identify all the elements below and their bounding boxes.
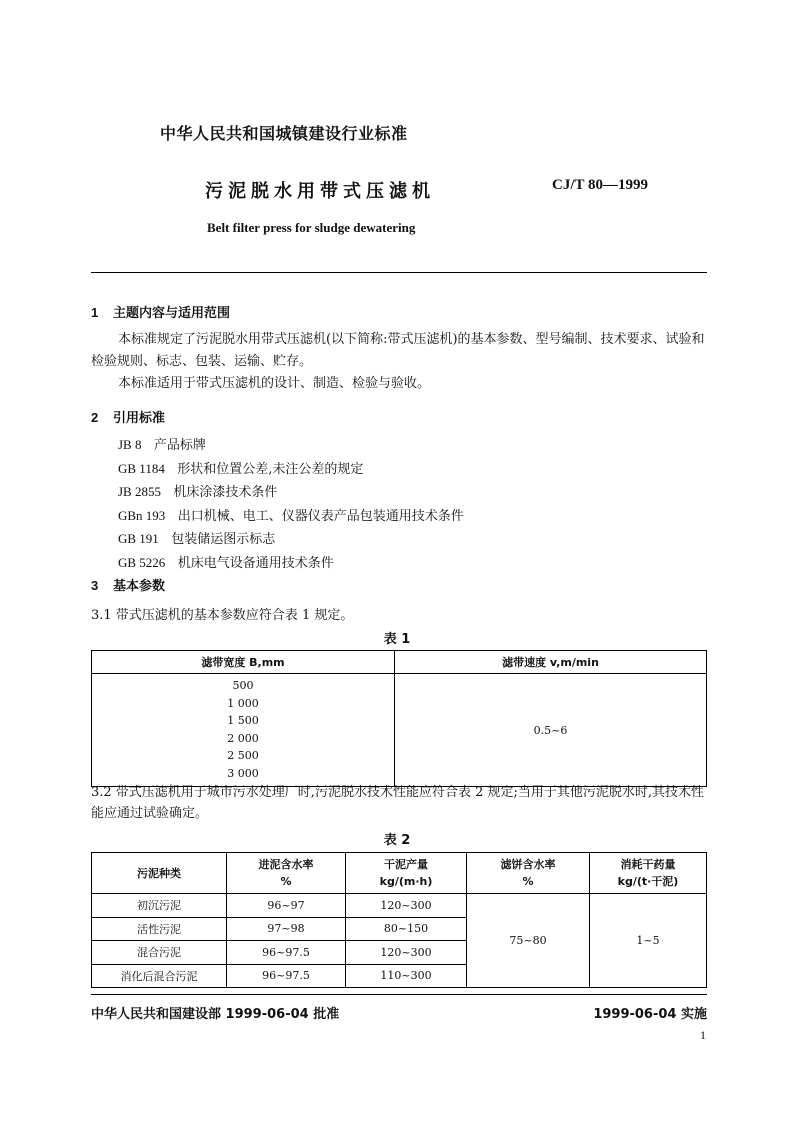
reference-item xyxy=(118,481,464,505)
reference-list xyxy=(118,434,464,575)
section-3-title: 基本参数 xyxy=(113,579,166,594)
section-1-title: 主题内容与适用范围 xyxy=(113,306,231,321)
belt-width-cell xyxy=(92,674,395,787)
issuing-body: 中华人民共和国城镇建设行业标准 xyxy=(160,124,408,143)
reference-name: 机床电气设备通用技术条件 xyxy=(177,555,334,571)
sludge-type-cell: 混合污泥 xyxy=(92,941,227,965)
header-line: 干泥产量 xyxy=(384,858,428,871)
dry-output-cell: 120~300 xyxy=(346,941,467,965)
table-2-header-sludge-type xyxy=(92,853,227,894)
dry-output-cell: 110~300 xyxy=(346,964,467,988)
header-line: 滤饼含水率 xyxy=(500,858,556,871)
approval-line: 中华人民共和国建设部 1999-06-04 批准 xyxy=(91,1007,340,1022)
reference-name: 出口机械、电工、仪器仪表产品包装通用技术条件 xyxy=(177,508,464,524)
sludge-type-cell: 消化后混合污泥 xyxy=(92,964,227,988)
table-2-caption: 表 2 xyxy=(383,833,411,848)
belt-width-value: 3 000 xyxy=(227,766,259,780)
section-1-heading xyxy=(91,302,230,321)
table-1-header-speed: 滤带速度 v,m/min xyxy=(395,651,707,674)
header-unit: % xyxy=(280,875,292,888)
inlet-moisture-cell: 96~97.5 xyxy=(227,941,346,965)
table-2 xyxy=(91,852,707,988)
table-2-header-inlet-moisture xyxy=(227,853,346,894)
belt-speed-cell: 0.5~6 xyxy=(395,674,707,787)
reference-item xyxy=(118,528,464,552)
belt-width-value: 2 000 xyxy=(227,731,259,745)
header-unit: kg/(t·干泥) xyxy=(617,875,679,888)
reference-name: 形状和位置公差,未注公差的规定 xyxy=(177,461,364,477)
reference-code: GB 1184 xyxy=(118,460,165,476)
section-2-title: 引用标准 xyxy=(113,411,166,426)
header-divider xyxy=(91,272,707,273)
belt-width-value: 1 500 xyxy=(227,714,259,727)
reference-item xyxy=(118,434,464,458)
reference-code: JB 8 xyxy=(118,437,142,452)
page-number: 1 xyxy=(700,1028,706,1042)
dry-output-cell: 120~300 xyxy=(346,894,467,918)
header-line: 污泥种类 xyxy=(137,866,181,880)
reference-code: GB 5226 xyxy=(118,554,166,570)
table-1 xyxy=(91,650,707,787)
dry-output-cell: 80~150 xyxy=(346,917,467,941)
inlet-moisture-cell: 96~97 xyxy=(227,894,346,918)
reference-name: 产品标牌 xyxy=(153,438,206,453)
sludge-type-cell: 活性污泥 xyxy=(92,917,227,941)
belt-width-value: 1 000 xyxy=(227,696,259,710)
header-unit: kg/(m·h) xyxy=(379,875,433,888)
table-header-row xyxy=(92,651,707,674)
section-3-number: 3 xyxy=(91,578,99,593)
reference-code: JB 2855 xyxy=(118,484,161,499)
section-2-heading xyxy=(91,407,165,426)
cake-moisture-cell: 75~80 xyxy=(467,894,590,988)
belt-width-value: 2 500 xyxy=(227,749,259,762)
inlet-moisture-cell: 96~97.5 xyxy=(227,964,346,988)
reference-name: 机床涂漆技术条件 xyxy=(173,485,278,500)
table-row xyxy=(92,674,707,787)
section-1-paragraph-2: 本标准适用于带式压滤机的设计、制造、检验与验收。 xyxy=(118,376,431,391)
section-2-number: 2 xyxy=(91,410,99,425)
inlet-moisture-cell: 97~98 xyxy=(227,917,346,941)
sludge-type-cell: 初沉污泥 xyxy=(92,894,227,918)
section-1-number: 1 xyxy=(91,305,99,320)
reference-item xyxy=(118,505,464,529)
reference-code: GBn 193 xyxy=(118,507,166,523)
document-title: 污泥脱水用带式压滤机 xyxy=(205,181,435,202)
footer-divider xyxy=(91,994,707,995)
table-2-header-cake-moisture xyxy=(467,853,590,894)
belt-width-value: 500 xyxy=(232,679,254,692)
table-1-caption: 表 1 xyxy=(383,632,411,647)
header-line: 进泥含水率 xyxy=(258,858,314,871)
english-title: Belt filter press for sludge dewatering xyxy=(207,220,416,235)
reference-item xyxy=(118,458,464,482)
table-1-header-width: 滤带宽度 B,mm xyxy=(92,651,395,674)
standard-code: CJ/T 80—1999 xyxy=(552,177,648,193)
section-3-heading xyxy=(91,575,165,594)
table-header-row xyxy=(92,853,707,894)
table-2-header-dry-output xyxy=(346,853,467,894)
header-line: 消耗干药量 xyxy=(620,858,676,871)
reference-code: GB 191 xyxy=(118,531,159,546)
dosage-cell: 1~5 xyxy=(590,894,707,988)
reference-name: 包装储运图示标志 xyxy=(171,532,276,547)
table-row xyxy=(92,894,707,918)
clause-3-2: 3.2 带式压滤机用于城市污水处理厂时,污泥脱水技术性能应符合表 2 规定;当用于其他污泥脱水时,其技术性能应通过试验确定。 xyxy=(91,785,704,821)
header-unit: % xyxy=(522,875,534,888)
implementation-line: 1999-06-04 实施 xyxy=(593,1007,707,1022)
section-1-paragraph-1: 本标准规定了污泥脱水用带式压滤机(以下简称:带式压滤机)的基本参数、型号编制、技术要求、试验和检验规则、标志、包装、运输、贮存。 xyxy=(91,332,705,369)
reference-item xyxy=(118,552,464,576)
table-2-header-dosage xyxy=(590,853,707,894)
clause-3-1: 3.1 带式压滤机的基本参数应符合表 1 规定。 xyxy=(91,608,354,623)
